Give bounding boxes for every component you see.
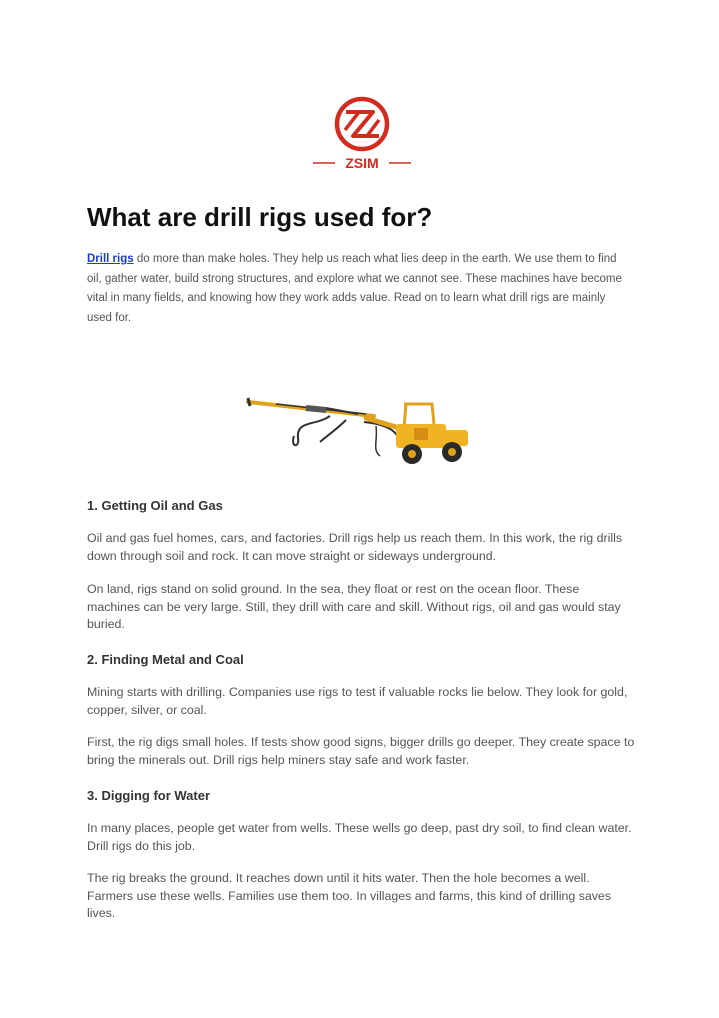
section-paragraph: Oil and gas fuel homes, cars, and factories. Drill rigs help us reach them. In this work, the rig drills down through soil and rock. It can move straight or sideways underground. [87, 531, 623, 563]
section-paragraph: First, the rig digs small holes. If tests show good signs, bigger drills go deeper. They create space to bring the minerals out. Drill rigs help miners stay safe and work faster. [87, 735, 635, 767]
section-paragraph: The rig breaks the ground. It reaches down until it hits water. Then the hole becomes a well. Farmers use these wells. Families use them too. In villages and farms, this kind of drilling saves lives. [87, 871, 612, 920]
page-title: What are drill rigs used for? [87, 202, 433, 232]
zsim-logo [313, 90, 411, 174]
section-heading-water: 3. Digging for Water [87, 788, 211, 803]
drill-rigs-link[interactable]: Drill rigs [87, 253, 134, 265]
logo-wordmark: ZSIM [345, 155, 379, 171]
section-heading-oil-gas: 1. Getting Oil and Gas [87, 498, 223, 513]
section-paragraph: Mining starts with drilling. Companies use rigs to test if valuable rocks lie below. They look for gold, copper, silver, or coal. [87, 685, 628, 717]
section-paragraph: In many places, people get water from wells. These wells go deep, past dry soil, to find clean water. Drill rigs do this job. [87, 821, 632, 853]
section-heading-metal-coal: 2. Finding Metal and Coal [87, 652, 244, 667]
intro-paragraph [87, 250, 632, 328]
intro-text: do more than make holes. They help us reach what lies deep in the earth. We use them to find oil, gather water, build strong structures, and explore what we cannot see. These machines have become vital in many fields, and knowing how they work adds value. Read on to learn what drill rigs are mainly used for. [87, 253, 622, 324]
drill-rig-image [246, 390, 470, 466]
section-paragraph: On land, rigs stand on solid ground. In the sea, they float or rest on the ocean floor. These machines can be very large. Still, they drill with care and skill. Without rigs, oil and gas would stay buried. [87, 582, 621, 631]
